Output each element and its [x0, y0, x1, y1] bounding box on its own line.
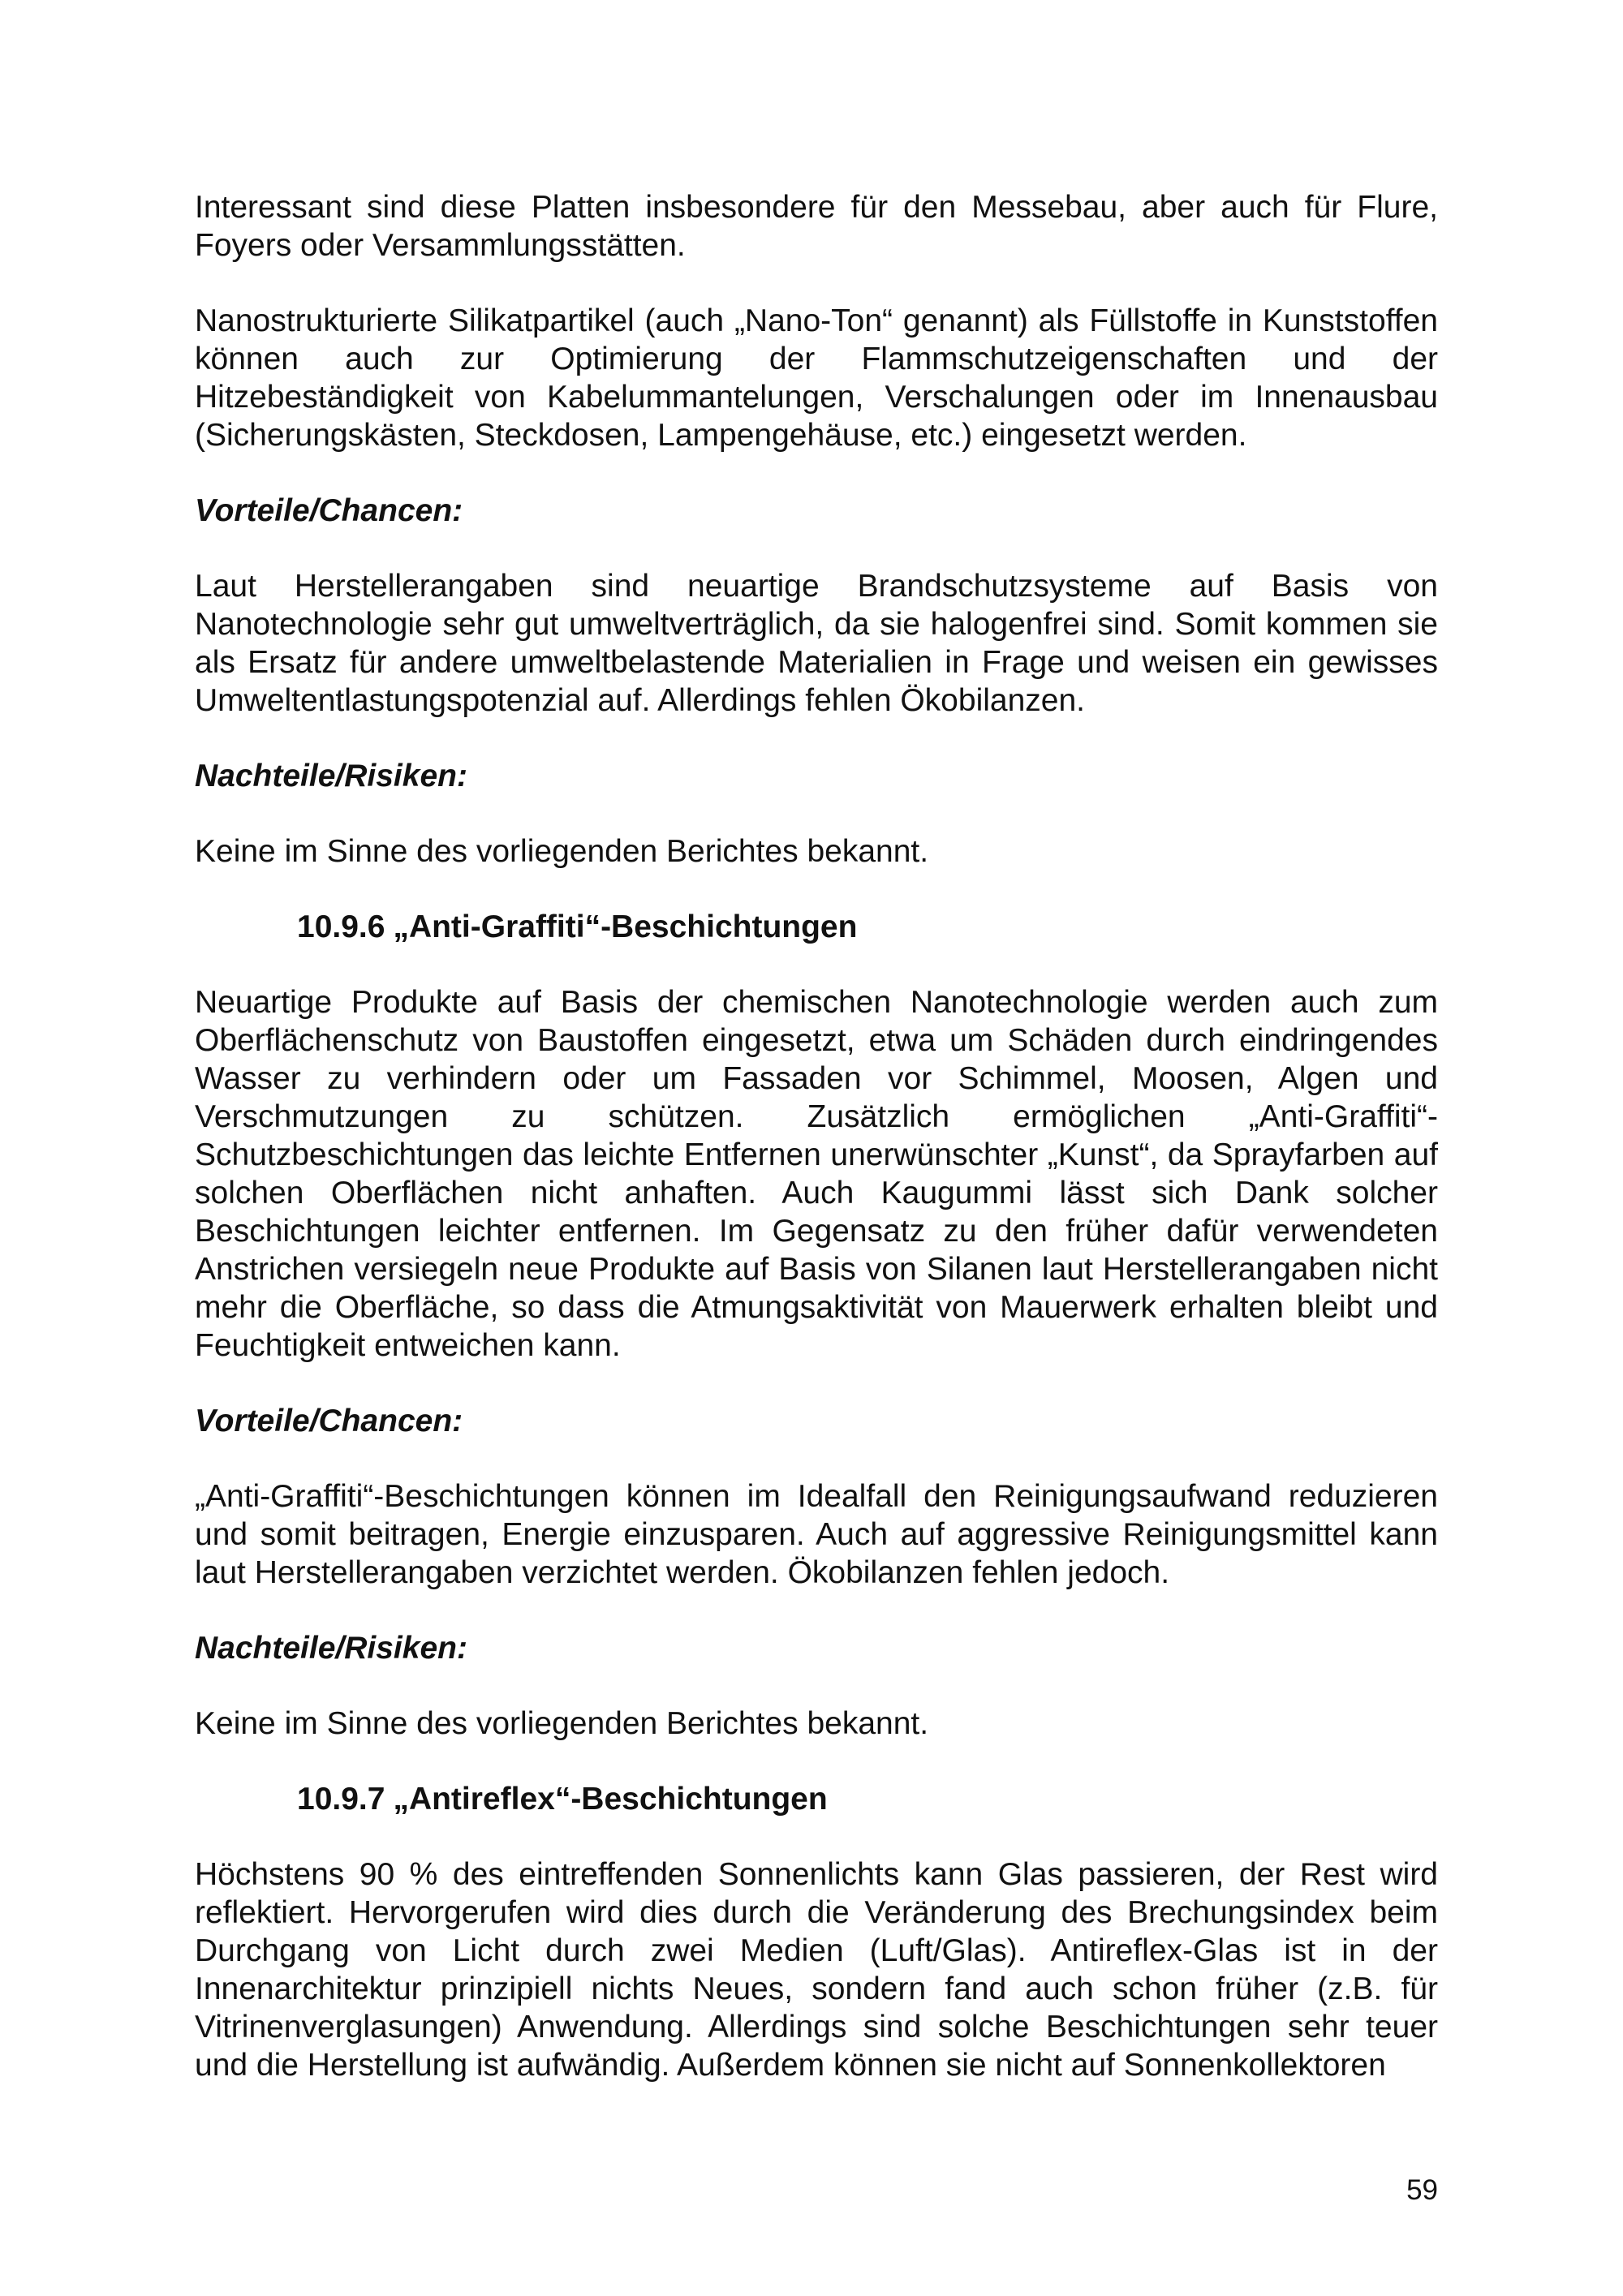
- document-page: [195, 188, 1438, 2122]
- paragraph-nano-ton: Nanostrukturierte Silikatpartikel (auch „Nano-Ton“ genannt) als Füllstoffe in Kunststoffen können auch zur Optimierung der Flammschutzeigenschaften und der Hitzebeständigkeit von Kabelummantelungen, Verschalungen oder im Innenausbau (Sicherungskästen, Steckdosen, Lampengehäuse, etc.) eingesetzt werden.: [195, 303, 1438, 453]
- section-number: 10.9.6: [297, 909, 385, 944]
- paragraph-anti-graffiti-advantages: „Anti-Graffiti“-Beschichtungen können im Idealfall den Reinigungsaufwand reduzieren und somit beitragen, Energie einzusparen. Auch auf aggressive Reinigungsmittel kann laut Herstellerangaben verzichtet werden. Ökobilanzen fehlen jedoch.: [195, 1479, 1438, 1590]
- section-heading-anti-graffiti: [297, 908, 1438, 946]
- label-disadvantages: Nachteile/Risiken:: [195, 1631, 467, 1666]
- paragraph-antireflex: Höchstens 90 % des eintreffenden Sonnenlichts kann Glas passieren, der Rest wird reflektiert. Hervorgerufen wird dies durch die Veränderung des Brechungsindex beim Durchgang von Licht durch zwei Medien (Luft/Glas). Antireflex-Glas ist in der Innenarchitektur prinzipiell nichts Neues, sondern fand auch schon früher (z.B. für Vitrinenverglasungen) Anwendung. Allerdings sind solche Beschichtungen sehr teuer und die Herstellung ist aufwändig. Außerdem können sie nicht auf Sonnenkollektoren: [195, 1857, 1438, 2083]
- label-advantages: Vorteile/Chancen:: [195, 493, 463, 528]
- section-title: „Anti-Graffiti“-Beschichtungen: [393, 909, 858, 944]
- paragraph-anti-graffiti: Neuartige Produkte auf Basis der chemischen Nanotechnologie werden auch zum Oberflächenschutz von Baustoffen eingesetzt, etwa um Schäden durch eindringendes Wasser zu verhindern oder um Fassaden vor Schimmel, Moosen, Algen und Verschmutzungen zu schützen. Zusätzlich ermöglichen „Anti-Graffiti“-Schutzbeschichtungen das leichte Entfernen unerwünschter „Kunst“, da Sprayfarben auf solchen Oberflächen nicht anhaften. Auch Kaugummi lässt sich Dank solcher Beschichtungen leichter entfernen. Im Gegensatz zu den früher dafür verwendeten Anstrichen versiegeln neue Produkte auf Basis von Silanen laut Herstellerangaben nicht mehr die Oberfläche, so dass die Atmungsaktivität von Mauerwerk erhalten bleibt und Feuchtigkeit entweichen kann.: [195, 985, 1438, 1363]
- section-title: „Antireflex“-Beschichtungen: [393, 1782, 828, 1817]
- paragraph-brandschutz-risks: Keine im Sinne des vorliegenden Berichtes bekannt.: [195, 834, 929, 869]
- section-heading-antireflex: [297, 1780, 1438, 1818]
- section-number: 10.9.7: [297, 1782, 385, 1817]
- paragraph-platten-messebau: Interessant sind diese Platten insbesondere für den Messebau, aber auch für Flure, Foyers oder Versammlungsstätten.: [195, 190, 1438, 263]
- page-number: 59: [1406, 2174, 1438, 2206]
- label-advantages: Vorteile/Chancen:: [195, 1404, 463, 1438]
- paragraph-brandschutz-advantages: Laut Herstellerangaben sind neuartige Brandschutzsysteme auf Basis von Nanotechnologie sehr gut umweltverträglich, da sie halogenfrei sind. Somit kommen sie als Ersatz für andere umweltbelastende Materialien in Frage und weisen ein gewisses Umweltentlastungspotenzial auf. Allerdings fehlen Ökobilanzen.: [195, 569, 1438, 718]
- paragraph-anti-graffiti-risks: Keine im Sinne des vorliegenden Berichtes bekannt.: [195, 1706, 929, 1741]
- label-disadvantages: Nachteile/Risiken:: [195, 759, 467, 793]
